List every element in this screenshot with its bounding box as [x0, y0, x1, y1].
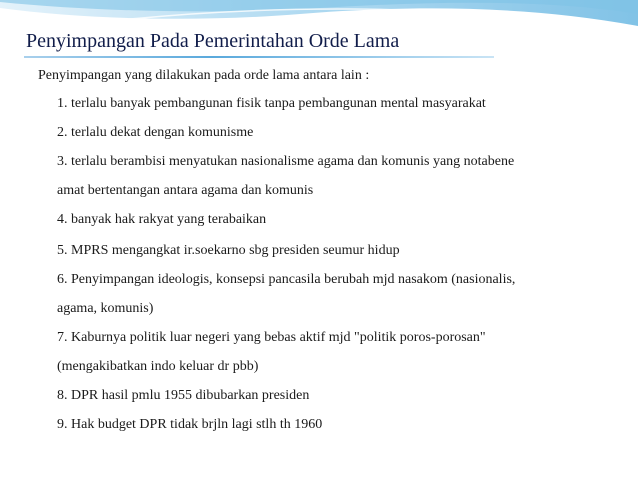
- list-item: (mengakibatkan indo keluar dr pbb): [57, 359, 259, 374]
- list-item: 4. banyak hak rakyat yang terabaikan: [57, 212, 267, 227]
- list-item: 9. Hak budget DPR tidak brjln lagi stlh th 1960: [57, 417, 323, 432]
- list-item: 8. DPR hasil pmlu 1955 dibubarkan presiden: [57, 388, 310, 403]
- list-item: 5. MPRS mengangkat ir.soekarno sbg presiden seumur hidup: [57, 243, 400, 258]
- intro-text: Penyimpangan yang dilakukan pada orde lama antara lain :: [38, 68, 370, 83]
- list-item: agama, komunis): [57, 301, 154, 316]
- list-item: 1. terlalu banyak pembangunan fisik tanpa pembangunan mental masyarakat: [57, 96, 486, 111]
- list-item: 3. terlalu berambisi menyatukan nasionalisme agama dan komunis yang notabene: [57, 154, 515, 169]
- title-divider: [24, 56, 494, 58]
- list-item: amat bertentangan antara agama dan komunis: [57, 183, 314, 198]
- list-item: 7. Kaburnya politik luar negeri yang bebas aktif mjd "politik poros-porosan": [57, 330, 486, 345]
- slide-title: Penyimpangan Pada Pemerintahan Orde Lama: [26, 30, 400, 52]
- list-item: 2. terlalu dekat dengan komunisme: [57, 125, 254, 140]
- list-item: 6. Penyimpangan ideologis, konsepsi pancasila berubah mjd nasakom (nasionalis,: [57, 272, 516, 287]
